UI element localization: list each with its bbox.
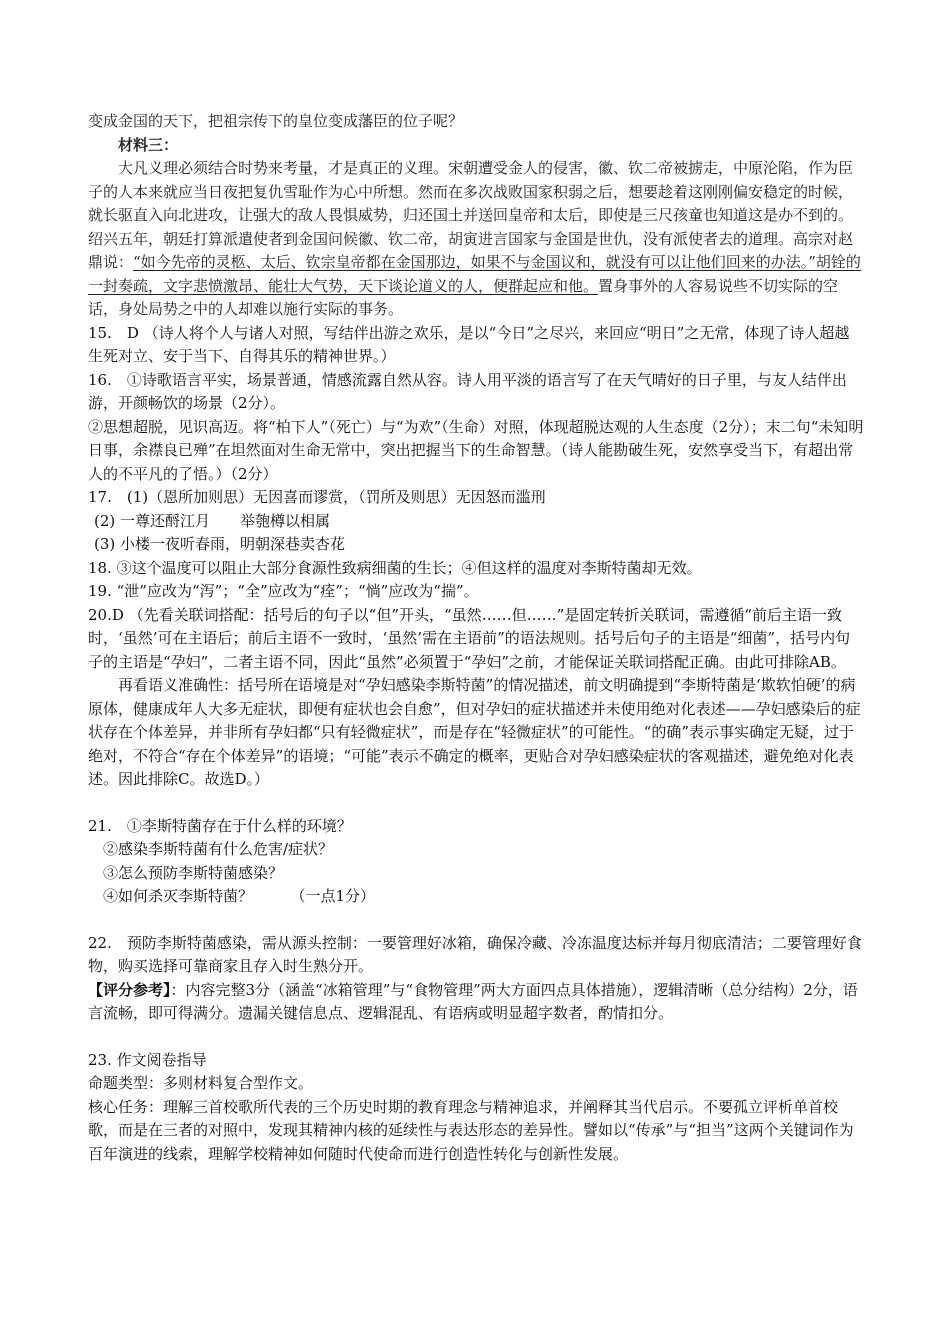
answer-23-title: 23. 作文阅卷指导 (88, 1050, 207, 1069)
answer-21-item1: 21. ①李斯特菌存在于什么样的环境？ (88, 816, 352, 835)
spacer (88, 909, 864, 932)
answer-23-core-task: 核心任务：理解三首校歌所代表的三个历史时期的教育理念与精神追求，并阐释其当代启示。不要孤立评析单首校歌，而是在三者的对照中，发现其精神内核的延续性与表达形态的差异性。譬如以“传承”与“担当”这两个关键词作为百年演进的线索，理解学校精神如何随时代使命而进行创造性转化与创新性发展。 (88, 1097, 854, 1163)
answer-15: 15. D （诗人将个人与诸人对照，写结伴出游之欢乐，是以“今日”之尽兴，来回应“明日”之无常，体现了诗人超越生死对立、安于当下、自得其乐的精神世界。） (88, 323, 850, 365)
answer-17-item2: (2) 一尊还酹江月 举匏樽以相属 (94, 511, 331, 530)
answer-16-part2: ②思想超脱，见识高迈。将“柏下人”（死亡）与“为欢”（生命）对照，体现超脱达观的人生态度（2分）；末二句“未知明日事，余襟良已殚”在坦然面对生命无常中，突出把握当下的生命智慧。（诗人能勘破生死，安然享受当下，有超出常人的不平凡的了悟。）（2分） (88, 417, 864, 483)
material3-paragraph (88, 157, 864, 322)
answer-23-type: 命题类型：多则材料复合型作文。 (88, 1074, 314, 1092)
spacer (88, 792, 864, 815)
answer-17-item3: (3) 小楼一夜听春雨，明朝深巷卖杏花 (94, 535, 346, 553)
material3-text-a: 大凡义理必须结合时势来考量，才是真正的义理。宋朝遭受金人的侵害，徽、钦二帝被掳走，中原沦陷，作为臣子的人本来就应当日夜把复仇雪耻作为心中所想。然而在多次战败国家积弱之后，想要趁着这刚刚偏安稳定的时候，就长驱直入向北进攻，让强大的敌人畏惧威势，归还国土并送回皇帝和太后，即使是三尺孩童也知道这是办不到的。绍兴五年，朝廷打算派遣使者到金国问候徽、钦二帝，胡寅进言国家与金国是世仇，没有派使者去的道理。高宗对赵鼎说： (88, 159, 854, 271)
material2-tail: 变成金国的天下，把祖宗传下的皇位变成藩臣的位子呢？ (88, 112, 464, 130)
spacer (88, 1026, 864, 1049)
answer-22: 22. 预防李斯特菌感染，需从源头控制：一要管理好冰箱，确保冷藏、冷冻温度达标并每月彻底清洁；二要管理好食物，购买选择可靠商家且存入时生熟分开。 (88, 933, 862, 975)
answer-20-part1: 20.D （先看关联词搭配：括号后的句子以“但”开头，“虽然……但……”是固定转折关联词，需遵循“前后主语一致时，‘虽然’可在主语后；前后主语不一致时，‘虽然’需在主语前”的语法规则。括号后句子的主语是“细菌”，括号内句子的主语是“孕妇”，二者主语不同，因此“虽然”必须置于“孕妇”之前，才能保证关联词搭配正确。由此可排除AB。 (88, 605, 851, 671)
material3-title: 材料三： (118, 135, 179, 154)
scoring-text: ：内容完整3分（涵盖“冰箱管理”与“食物管理”两大方面四点具体措施），逻辑清晰（总分结构）2分，语言流畅，即可得满分。遗漏关键信息点、逻辑混乱、有语病或明显超字数者，酌情扣分。 (88, 980, 858, 1022)
document-page (88, 110, 864, 1166)
answer-16-part1: 16. ①诗歌语言平实，场景普通，情感流露自然从容。诗人用平淡的语言写了在天气晴好的日子里，与友人结伴出游，开颜畅饮的场景（2分）。 (88, 370, 847, 412)
answer-19: 19. “泄”应改为“泻”；“全”应改为“痊”；“惝”应改为“揣”。 (88, 582, 479, 600)
answer-20-part2: 再看语义准确性：括号所在语境是对“孕妇感染李斯特菌”的情况描述，前文明确提到“李斯特菌是‘欺软怕硬’的病原体，健康成年人大多无症状，即便有症状也会自愈”，但对孕妇的症状描述并未使用绝对化表述——孕妇感染后的症状存在个体差异，并非所有孕妇都“只有轻微症状”，而是存在“轻微症状”的可能性。“的确”表示事实确定无疑，过于绝对，不符合“存在个体差异”的语境；“可能”表示不确定的概率，更贴合对孕妇感染症状的客观描述，避免绝对化表述。因此排除C。故选D。） (88, 676, 861, 788)
scoring-label: 【评分参考】 (88, 980, 171, 999)
answer-21-item3: ③怎么预防李斯特菌感染？ (103, 863, 284, 882)
answer-18: 18. ③这个温度可以阻止大部分食源性致病细菌的生长；④但这样的温度对李斯特菌却无效。 (88, 558, 702, 577)
answer-22-scoring (88, 979, 864, 1026)
answer-21-item4: ④如何杀灭李斯特菌？ （一点1分） (103, 887, 376, 905)
material3-text-b: 置身事外的人容易说些不切实际的空话，身处局势之中的人却难以施行实际的事务。 (88, 276, 839, 318)
answer-17-item1: 17. (1)（恩所加则思）无因喜而谬赏，（罚所及则思）无因怒而滥刑 (88, 488, 546, 506)
answer-21-item2: ②感染李斯特菌有什么危害/症状？ (103, 840, 334, 858)
material3-underlined-text: “如今先帝的灵柩、太后、钦宗皇帝都在金国那边，如果不与金国议和，就没有可以让他们回来的办法。”胡铨的一封奏疏，文字悲愤激昂、能壮大气势，天下谈论道义的人，便群起应和他。 (88, 253, 861, 295)
